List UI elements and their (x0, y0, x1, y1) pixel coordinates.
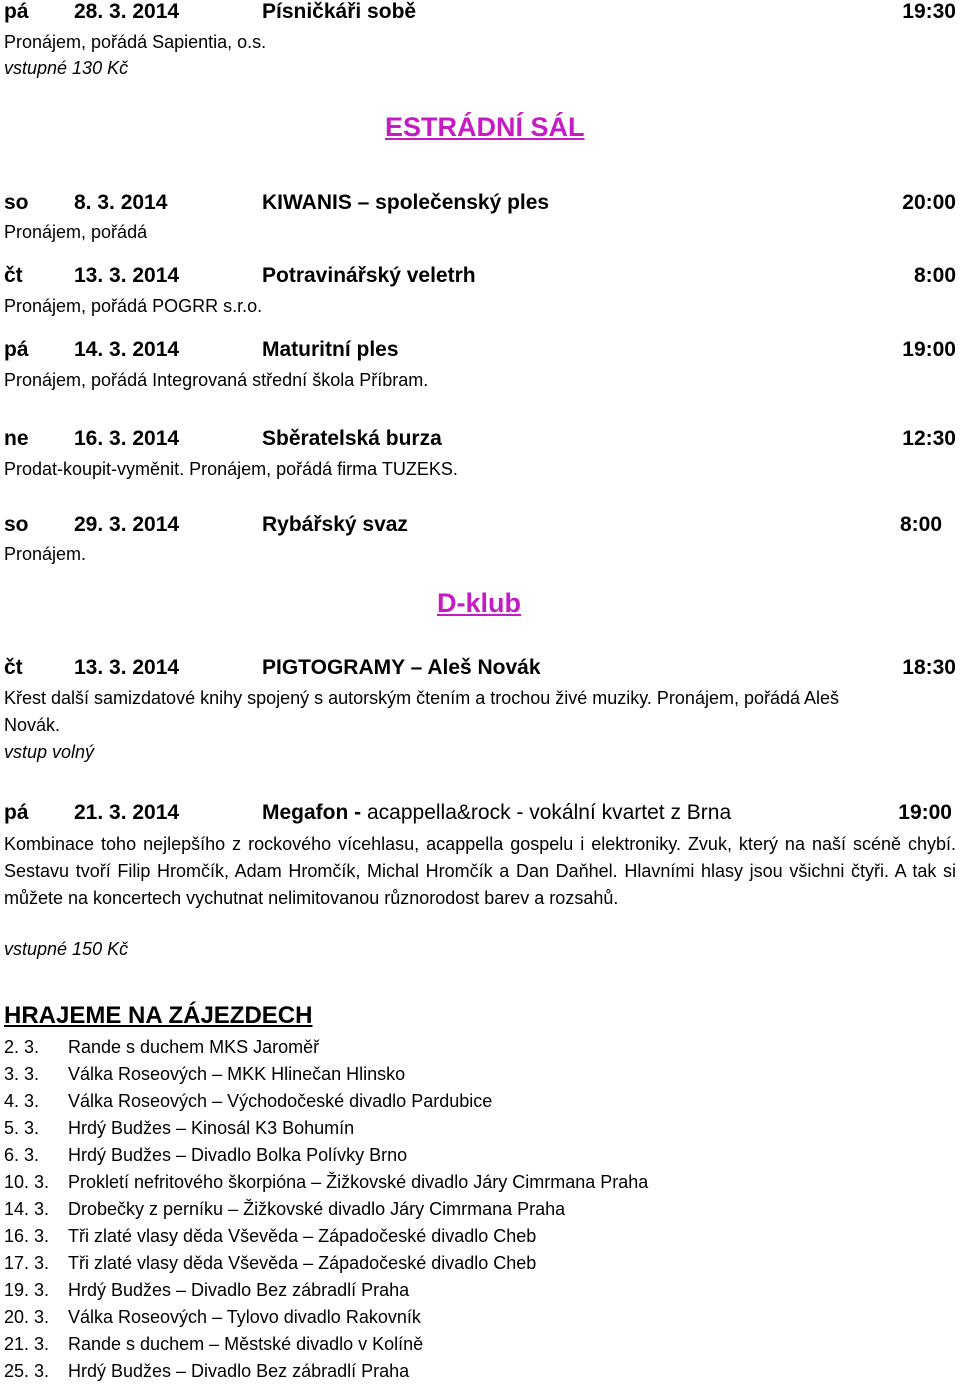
tour-item-date: 4. 3. (4, 1091, 40, 1111)
event-day: čt (4, 656, 23, 679)
event-time: 19:00 (902, 338, 956, 361)
tour-item-date: 3. 3. (4, 1064, 40, 1084)
event-info: Prodat-koupit-vyměnit. Pronájem, pořádá firma TUZEKS. (4, 459, 458, 479)
event-title: Písničkáři sobě (262, 0, 417, 23)
event-time: 19:00 (898, 801, 952, 824)
tour-item-text: Rande s duchem MKS Jaroměř (68, 1037, 320, 1057)
tour-heading: HRAJEME NA ZÁJEZDECH (4, 1002, 313, 1029)
event-day: pá (4, 0, 29, 23)
event-title-rest: acappella&rock - vokální kvartet z Brna (361, 801, 732, 824)
tour-item-text: Hrdý Budžes – Divadlo Bez zábradlí Praha (68, 1280, 410, 1300)
tour-item-date: 17. 3. (4, 1253, 50, 1273)
event-day: ne (4, 427, 29, 450)
tour-item-date: 19. 3. (4, 1280, 50, 1300)
event-header (4, 801, 956, 831)
event-info: Pronájem, pořádá Sapientia, o.s. (4, 32, 267, 52)
tour-item-date: 14. 3. (4, 1199, 50, 1219)
event-date: 14. 3. 2014 (74, 338, 180, 361)
tour-item-text: Rande s duchem – Městské divadlo v Kolíně (68, 1334, 424, 1354)
section-heading-estradni: ESTRÁDNÍ SÁL (385, 112, 585, 142)
section-heading-dklub: D-klub (437, 588, 521, 618)
event-time: 12:30 (902, 427, 956, 450)
tour-item-date: 20. 3. (4, 1307, 50, 1327)
tour-list (4, 1037, 956, 1388)
event-title (262, 801, 731, 825)
event-info: Pronájem. (4, 544, 87, 564)
event-header (4, 427, 956, 457)
tour-item-text: Tři zlaté vlasy děda Vševěda – Západočeské divadlo Cheb (68, 1226, 537, 1246)
tour-item (4, 1226, 956, 1253)
event-description: Kombinace toho nejlepšího z rockového vícehlasu, acappella gospelu i elektroniky. Zvuk, který na naší scéně chybí. Sestavu tvoří Filip Hromčík, Adam Hromčík, Michal Hromčík a Dan Daňhel. Hlavními hlasy jsou všichni čtyři. A tak si můžete na koncertech vychutnat nelimitovanou různorodost barev a rozsahů. (4, 834, 956, 908)
tour-item-date: 21. 3. (4, 1334, 50, 1354)
tour-item-date: 16. 3. (4, 1226, 50, 1246)
tour-item (4, 1064, 956, 1091)
event-date: 13. 3. 2014 (74, 264, 180, 287)
event-header (4, 264, 956, 294)
tour-item-date: 6. 3. (4, 1145, 40, 1165)
event-price: vstupné 130 Kč (4, 58, 129, 78)
event-price: vstup volný (4, 742, 95, 762)
event-header (4, 0, 956, 30)
event-title: Sběratelská burza (262, 427, 442, 450)
event-header (4, 513, 956, 543)
event-title: Potravinářský veletrh (262, 264, 476, 287)
event-info: Pronájem, pořádá POGRR s.r.o. (4, 296, 263, 316)
event-time: 8:00 (899, 513, 942, 536)
event-day: čt (4, 264, 23, 287)
event-title-bold: Megafon - (262, 801, 362, 824)
event-date: 28. 3. 2014 (74, 0, 180, 23)
event-day: so (4, 513, 29, 536)
event-time: 19:30 (902, 0, 956, 23)
tour-item (4, 1253, 956, 1280)
tour-item (4, 1172, 956, 1199)
event-price: vstupné 150 Kč (4, 939, 129, 959)
tour-item-text: Hrdý Budžes – Divadlo Bolka Polívky Brno (68, 1145, 408, 1165)
tour-item (4, 1091, 956, 1118)
event-date: 21. 3. 2014 (74, 801, 180, 824)
tour-item (4, 1037, 956, 1064)
event-info-cont: Novák. (4, 715, 61, 735)
event-time: 20:00 (902, 191, 956, 214)
event-time: 18:30 (902, 656, 956, 679)
event-info: Pronájem, pořádá Integrovaná střední škola Příbram. (4, 370, 429, 390)
event-day: so (4, 191, 29, 214)
tour-item-text: Prokletí nefritového škorpióna – Žižkovské divadlo Járy Cimrmana Praha (68, 1172, 649, 1192)
event-date: 8. 3. 2014 (74, 191, 168, 214)
tour-item (4, 1118, 956, 1145)
tour-item-text: Válka Roseových – MKK Hlinečan Hlinsko (68, 1064, 406, 1084)
tour-item-date: 10. 3. (4, 1172, 50, 1192)
tour-item (4, 1334, 956, 1361)
tour-item-text: Válka Roseových – Tylovo divadlo Rakovník (68, 1307, 421, 1327)
tour-item-text: Válka Roseových – Východočeské divadlo Pardubice (68, 1091, 493, 1111)
tour-item (4, 1361, 956, 1388)
event-header (4, 191, 956, 221)
event-header (4, 656, 956, 686)
tour-item-date: 5. 3. (4, 1118, 40, 1138)
tour-item-text: Drobečky z perníku – Žižkovské divadlo Járy Cimrmana Praha (68, 1199, 566, 1219)
tour-item-text: Hrdý Budžes – Divadlo Bez zábradlí Praha (68, 1361, 410, 1381)
event-title: KIWANIS – společenský ples (262, 191, 550, 214)
event-title: Maturitní ples (262, 338, 399, 361)
event-date: 16. 3. 2014 (74, 427, 180, 450)
tour-item (4, 1199, 956, 1226)
tour-item-text: Hrdý Budžes – Kinosál K3 Bohumín (68, 1118, 355, 1138)
event-time: 8:00 (913, 264, 956, 287)
event-title: PIGTOGRAMY – Aleš Novák (262, 656, 541, 679)
event-info: Křest další samizdatové knihy spojený s autorským čtením a trochou živé muziky. Pronájem, pořádá Aleš (4, 688, 840, 708)
tour-item (4, 1145, 956, 1172)
event-date: 13. 3. 2014 (74, 656, 180, 679)
event-info: Pronájem, pořádá (4, 222, 148, 242)
event-date: 29. 3. 2014 (74, 513, 180, 536)
event-title: Rybářský svaz (262, 513, 408, 536)
event-day: pá (4, 801, 29, 824)
tour-item-date: 25. 3. (4, 1361, 50, 1381)
tour-item (4, 1307, 956, 1334)
tour-item-date: 2. 3. (4, 1037, 40, 1057)
tour-item (4, 1280, 956, 1307)
tour-item-text: Tři zlaté vlasy děda Vševěda – Západočeské divadlo Cheb (68, 1253, 537, 1273)
event-header (4, 338, 956, 368)
event-day: pá (4, 338, 29, 361)
